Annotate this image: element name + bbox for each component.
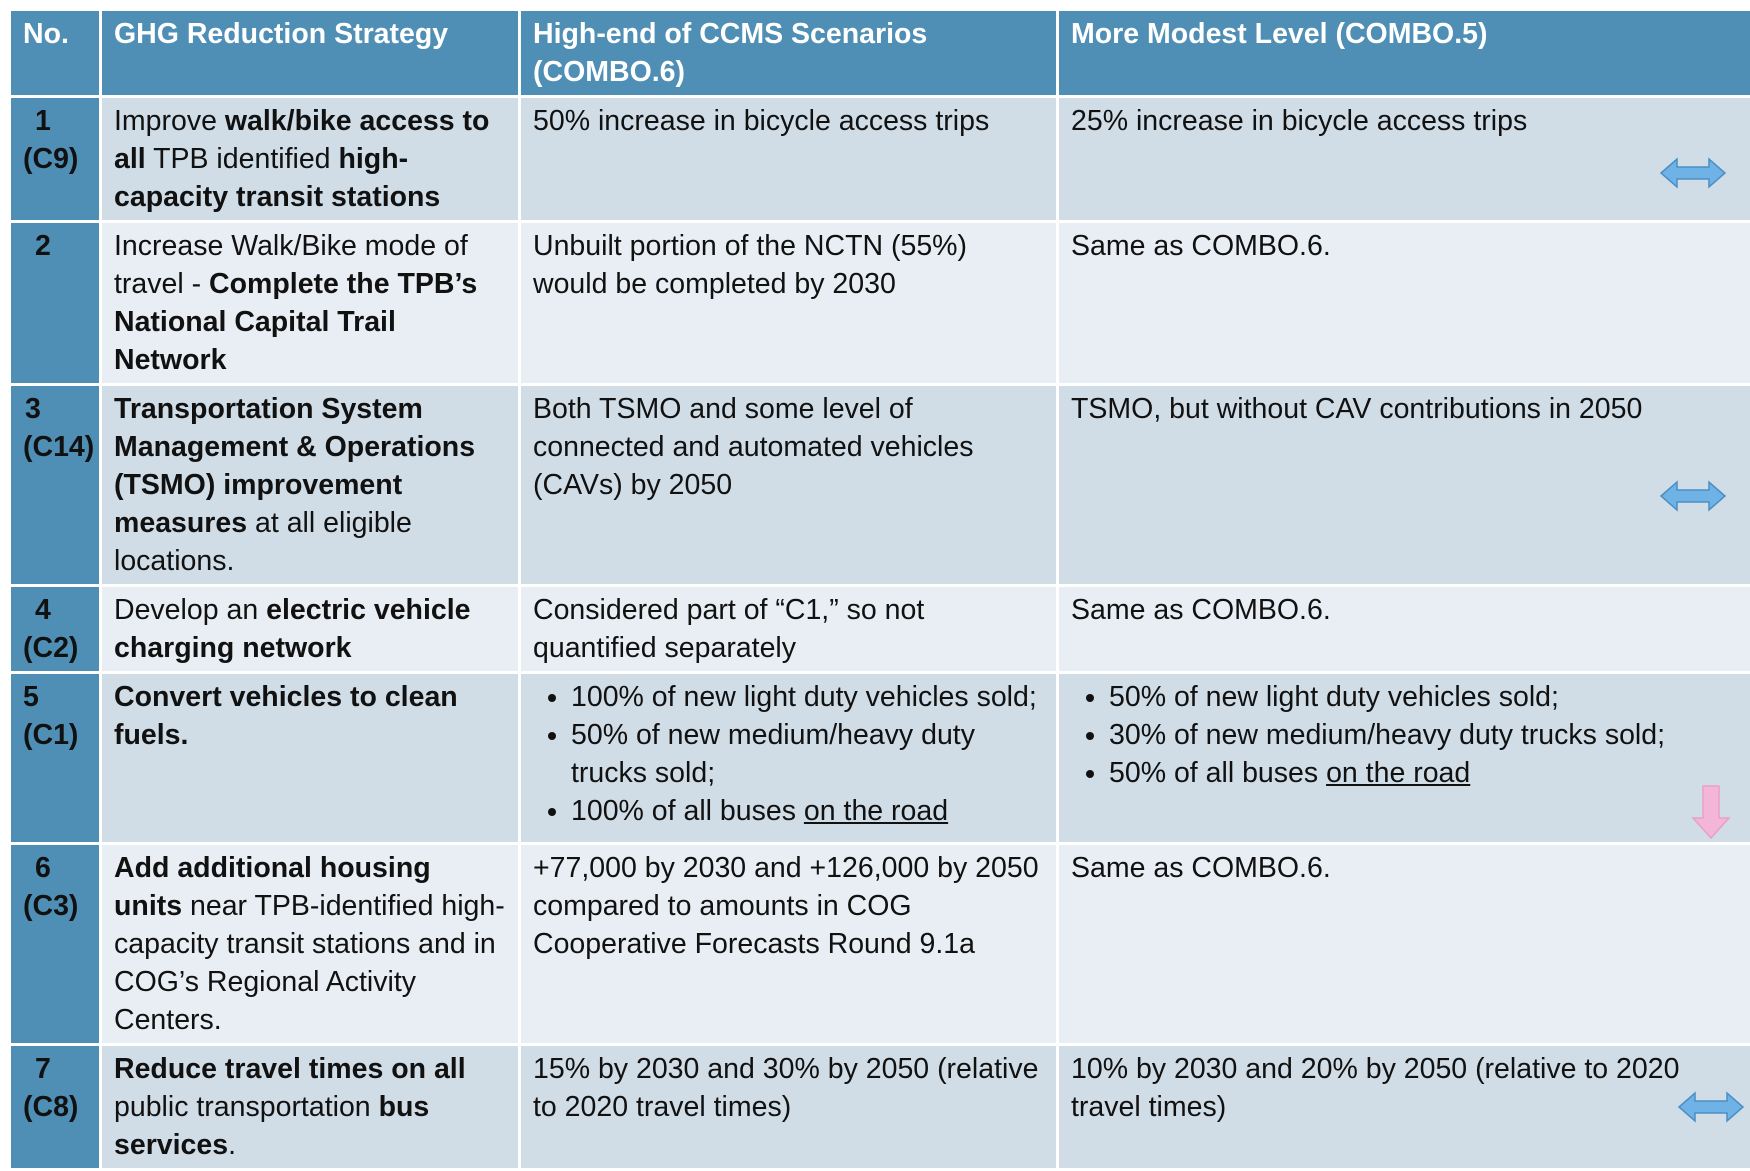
high-end-list: [533, 678, 1044, 830]
modest-text: TSMO, but without CAV contributions in 2050: [1071, 393, 1643, 425]
row-no: 7: [35, 1053, 51, 1085]
text: Increase Walk/Bike mode of travel -: [114, 230, 468, 300]
row-no: 2: [35, 230, 51, 262]
row-number: [11, 223, 99, 383]
row-no: 1: [35, 105, 51, 137]
bold-text: bus services: [114, 1091, 430, 1161]
high-end-cell: 15% by 2030 and 30% by 2050 (relative to 2020 travel times): [521, 1046, 1056, 1168]
high-end-cell: +77,000 by 2030 and +126,000 by 2050 compared to amounts in COG Cooperative Forecasts Round 9.1a: [521, 845, 1056, 1043]
high-end-cell: Both TSMO and some level of connected and automated vehicles (CAVs) by 2050: [521, 386, 1056, 584]
row-no: 3: [25, 393, 41, 425]
text: Develop an: [114, 594, 267, 626]
table-row: [11, 845, 1750, 1043]
bold-text: Reduce travel times on all: [114, 1053, 466, 1085]
high-end-cell: Unbuilt portion of the NCTN (55%) would be completed by 2030: [521, 223, 1056, 383]
strategy-cell: [102, 587, 518, 671]
row-code: (C9): [23, 143, 79, 175]
underlined-text: on the road: [803, 795, 949, 827]
table-row: [11, 674, 1750, 842]
row-no: 4: [35, 594, 51, 626]
bold-text: electric vehicle charging network: [114, 594, 471, 664]
high-end-cell: [521, 674, 1056, 842]
header-strategy: GHG Reduction Strategy: [102, 11, 518, 95]
high-end-cell: Considered part of “C1,” so not quantified separately: [521, 587, 1056, 671]
row-no: 5: [23, 681, 39, 713]
row-number: [11, 386, 99, 584]
list-item: • 50% of new medium/heavy duty trucks sold;: [571, 716, 1044, 792]
bold-text: Transportation System Management & Operations (TSMO) improvement measures: [114, 393, 476, 539]
list-item: [571, 792, 1044, 830]
row-number: [11, 845, 99, 1043]
table-row: [11, 587, 1750, 671]
modest-cell: [1059, 1046, 1750, 1168]
text: TPB identified: [145, 143, 339, 175]
list-item: • 30% of new medium/heavy duty trucks sold;: [1109, 716, 1741, 754]
row-number: [11, 587, 99, 671]
strategy-cell: [102, 386, 518, 584]
bold-text: walk/bike access to all: [114, 105, 490, 175]
row-code: (C3): [23, 890, 79, 922]
modest-cell: Same as COMBO.6.: [1059, 845, 1750, 1043]
modest-text: 25% increase in bicycle access trips: [1071, 105, 1528, 137]
strategy-cell: [102, 1046, 518, 1168]
row-number: [11, 98, 99, 220]
row-number: [11, 1046, 99, 1168]
text: Improve: [114, 105, 225, 137]
list-item: [1109, 754, 1741, 792]
list-item: • 100% of new light duty vehicles sold;: [571, 678, 1044, 716]
modest-cell: Same as COMBO.6.: [1059, 223, 1750, 383]
bold-text: Add additional housing units: [114, 852, 431, 922]
high-end-cell: 50% increase in bicycle access trips: [521, 98, 1056, 220]
modest-cell: [1059, 98, 1750, 220]
table-row: [11, 386, 1750, 584]
ghg-strategy-table: [8, 8, 1750, 1171]
modest-cell: [1059, 386, 1750, 584]
bold-text: high-capacity transit stations: [114, 143, 441, 213]
text: public transportation: [114, 1091, 379, 1123]
underlined-text: on the road: [1326, 757, 1471, 789]
text: at all eligible locations.: [114, 507, 412, 577]
modest-list: [1071, 678, 1741, 792]
double-arrow-icon: [1659, 479, 1727, 513]
row-number: [11, 674, 99, 842]
header-modest: More Modest Level (COMBO.5): [1059, 11, 1750, 95]
strategy-cell: [102, 845, 518, 1043]
row-code: (C1): [23, 719, 79, 751]
bold-text: Convert vehicles to clean fuels.: [114, 681, 458, 751]
strategy-cell: [102, 98, 518, 220]
modest-cell: Same as COMBO.6.: [1059, 587, 1750, 671]
list-item: • 50% of new light duty vehicles sold;: [1109, 678, 1741, 716]
row-no: 6: [35, 852, 51, 884]
text: 50% of all buses: [1109, 757, 1327, 789]
table-row: [11, 1046, 1750, 1168]
bold-text: Complete the TPB’s National Capital Trail Network: [114, 268, 478, 376]
header-no: No.: [11, 11, 99, 95]
text: 100% of all buses: [571, 795, 804, 827]
text: near TPB-identified high-capacity transit stations and in COG’s Regional Activity Centers.: [114, 890, 505, 1036]
table-row: [11, 223, 1750, 383]
modest-text: 10% by 2030 and 20% by 2050 (relative to 2020 travel times): [1071, 1053, 1680, 1123]
text: .: [228, 1129, 237, 1161]
double-arrow-icon: [1659, 156, 1727, 190]
strategy-cell: [102, 674, 518, 842]
header-row: [11, 11, 1750, 95]
row-code: (C14): [23, 431, 95, 463]
double-arrow-icon: [1677, 1090, 1745, 1124]
row-code: (C2): [23, 632, 79, 664]
strategy-cell: [102, 223, 518, 383]
down-arrow-icon: [1691, 784, 1731, 840]
modest-cell: [1059, 674, 1750, 842]
table-row: [11, 98, 1750, 220]
header-high-end: High-end of CCMS Scenarios (COMBO.6): [521, 11, 1056, 95]
row-code: (C8): [23, 1091, 79, 1123]
